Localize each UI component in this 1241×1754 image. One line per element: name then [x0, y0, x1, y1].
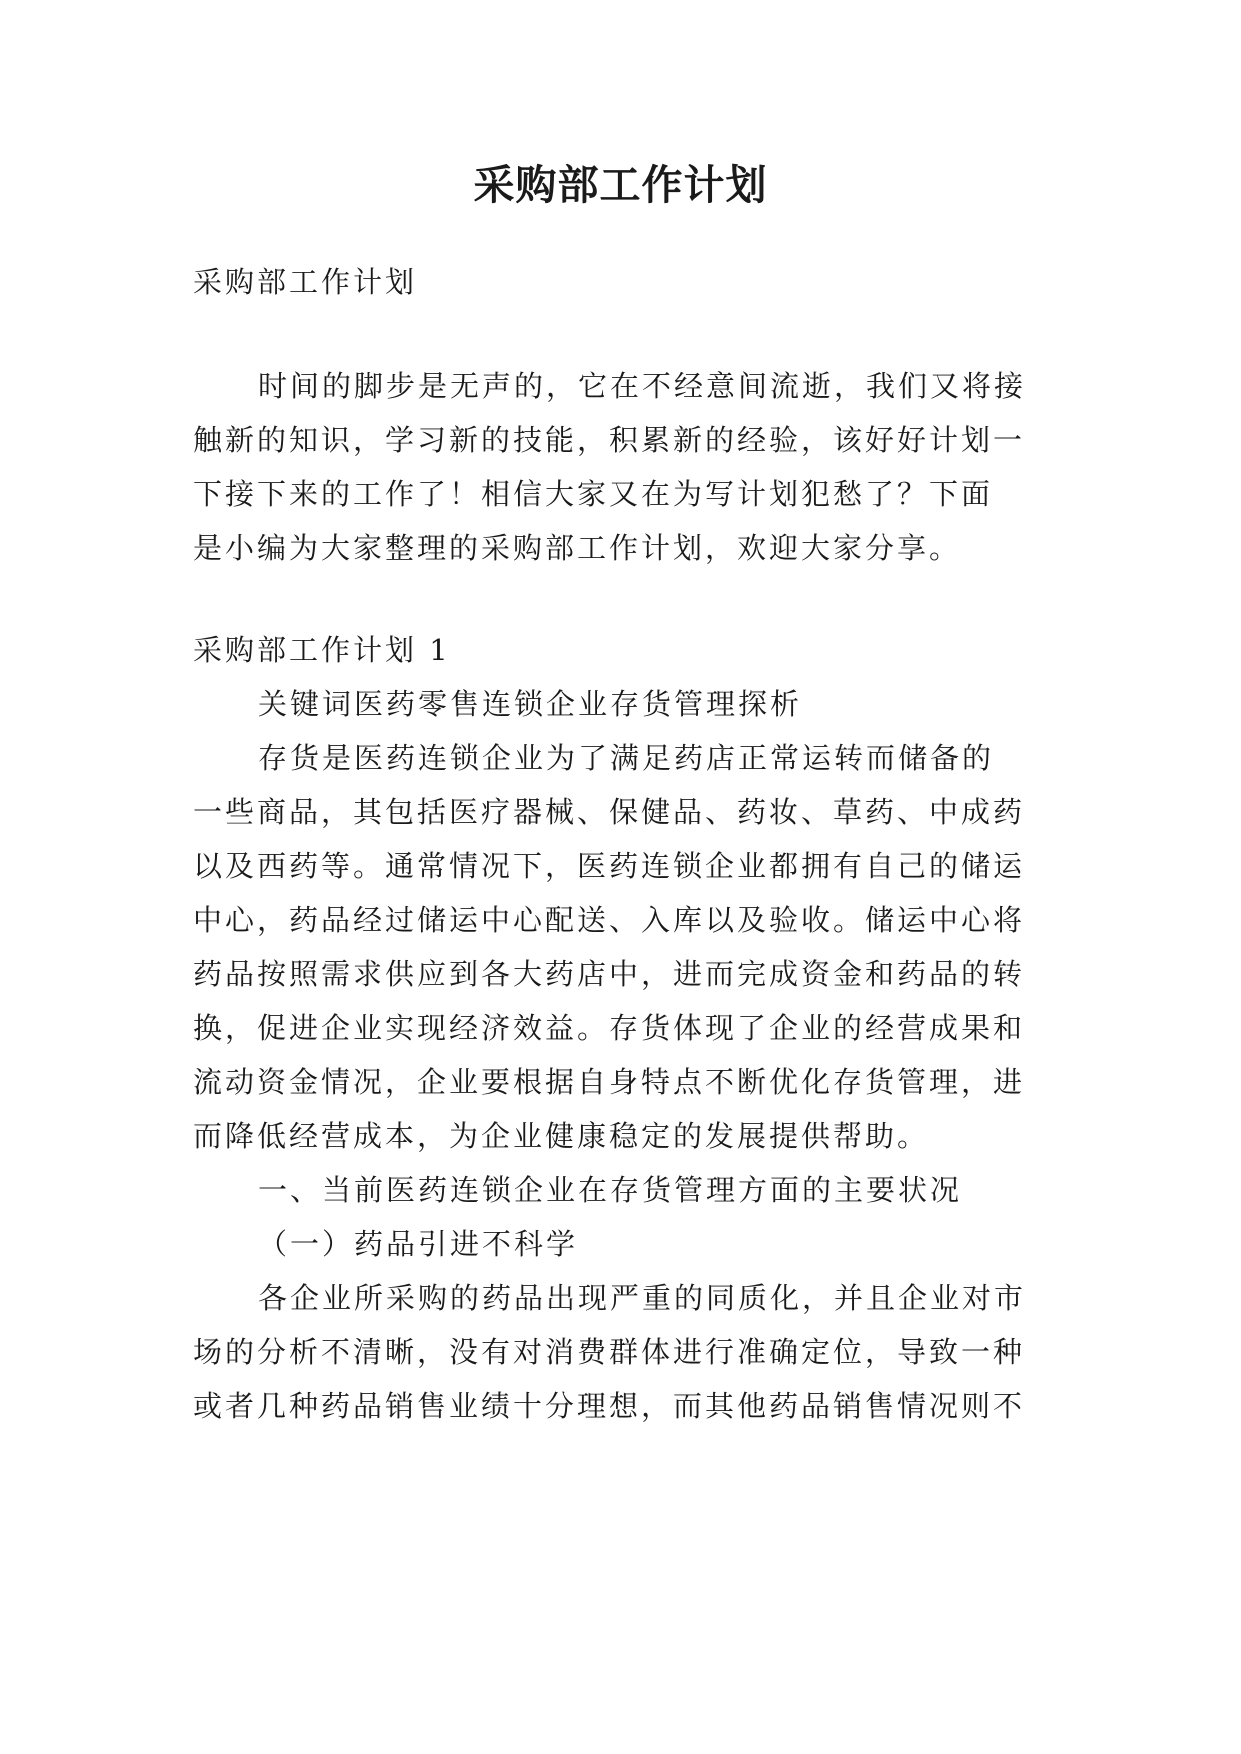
last-paragraph-line: 各企业所采购的药品出现严重的同质化，并且企业对市 — [258, 1281, 1027, 1315]
intro-line: 是小编为大家整理的采购部工作计划，欢迎大家分享。 — [193, 531, 962, 565]
heading-one: 一、当前医药连锁企业在存货管理方面的主要状况 — [258, 1173, 963, 1207]
inventory-line: 以及西药等。通常情况下，医药连锁企业都拥有自己的储运 — [193, 849, 1026, 883]
inventory-line: 存货是医药连锁企业为了满足药店正常运转而储备的 — [258, 741, 995, 775]
inventory-line: 一些商品，其包括医疗器械、保健品、药妆、草药、中成药 — [193, 795, 1026, 829]
last-paragraph-line: 或者几种药品销售业绩十分理想，而其他药品销售情况则不 — [193, 1389, 1026, 1423]
intro-line: 触新的知识，学习新的技能，积累新的经验，该好好计划一 — [193, 423, 1026, 457]
inventory-line: 流动资金情况，企业要根据自身特点不断优化存货管理，进 — [193, 1065, 1026, 1099]
keywords-line: 关键词医药零售连锁企业存货管理探析 — [258, 687, 803, 721]
last-paragraph-line: 场的分析不清晰，没有对消费群体进行准确定位，导致一种 — [193, 1335, 1026, 1369]
inventory-line: 而降低经营成本，为企业健康稳定的发展提供帮助。 — [193, 1119, 930, 1153]
document-subtitle: 采购部工作计划 — [193, 265, 418, 299]
inventory-line: 药品按照需求供应到各大药店中，进而完成资金和药品的转 — [193, 957, 1026, 991]
document-title: 采购部工作计划 — [473, 161, 768, 209]
heading-sub-one: （一）药品引进不科学 — [258, 1227, 579, 1261]
inventory-line: 中心，药品经过储运中心配送、入库以及验收。储运中心将 — [193, 903, 1026, 937]
section-heading: 采购部工作计划 1 — [193, 633, 451, 667]
inventory-line: 换，促进企业实现经济效益。存货体现了企业的经营成果和 — [193, 1011, 1026, 1045]
intro-line: 时间的脚步是无声的，它在不经意间流逝，我们又将接 — [258, 369, 1027, 403]
intro-line: 下接下来的工作了！相信大家又在为写计划犯愁了？下面 — [193, 477, 994, 511]
